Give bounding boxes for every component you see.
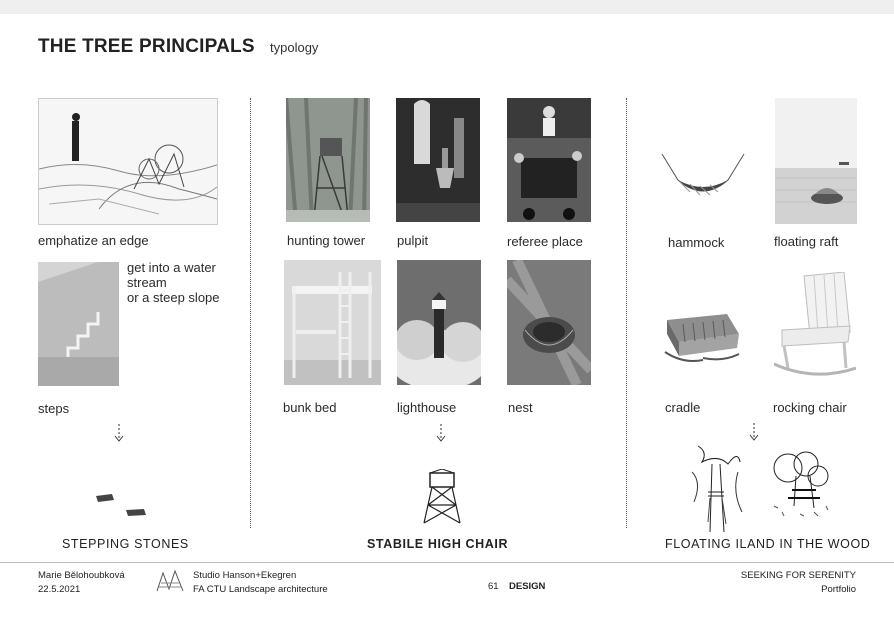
- portfolio-page: [0, 14, 894, 632]
- tree-sketch-icon: [688, 442, 746, 534]
- label-emphatize-edge: emphatize an edge: [38, 233, 149, 248]
- referee-place-image: [507, 98, 591, 222]
- label-nest: nest: [508, 400, 533, 415]
- cradle-image: [663, 300, 741, 370]
- label-bunk-bed: bunk bed: [283, 400, 337, 415]
- hammock-image: [660, 152, 746, 202]
- column-divider-right: [626, 98, 627, 528]
- label-pulpit: pulpit: [397, 233, 429, 248]
- footer-author: Marie Bělohoubková: [38, 570, 125, 581]
- label-hunting-tower: hunting tower: [287, 233, 366, 248]
- column-divider-left: [250, 98, 251, 528]
- footer-page-number: 61: [488, 581, 499, 592]
- pulpit-image: [396, 98, 480, 222]
- label-water-line-1: get into a water: [127, 260, 216, 275]
- edge-sketch-image: [38, 98, 218, 225]
- studio-logo-icon: [155, 569, 185, 593]
- label-floating-raft: floating raft: [774, 234, 839, 249]
- caption-stabile-high-chair: STABILE HIGH CHAIR: [367, 537, 509, 551]
- arrow-down-icon: [113, 424, 125, 444]
- footer-studio: Studio Hanson+Ekegren: [193, 570, 297, 581]
- stepping-stones-icon: [92, 490, 152, 520]
- caption-stepping-stones: STEPPING STONES: [62, 537, 189, 551]
- arrow-down-icon: [748, 423, 760, 443]
- nest-image: [507, 260, 591, 385]
- bunk-bed-image: [284, 260, 381, 385]
- rocking-chair-image: [774, 272, 856, 380]
- caption-floating-iland: FLOATING ILAND IN THE WOOD: [665, 537, 871, 551]
- label-rocking-chair: rocking chair: [773, 400, 847, 415]
- steps-image: [38, 262, 119, 386]
- label-water-line-3: or a steep slope: [127, 290, 220, 305]
- hunting-tower-image: [286, 98, 370, 222]
- footer-date: 22.5.2021: [38, 584, 81, 595]
- high-chair-tower-icon: [420, 469, 464, 525]
- label-lighthouse: lighthouse: [397, 400, 457, 415]
- tree-sketch-icon: [770, 446, 832, 526]
- label-referee-place: referee place: [507, 234, 583, 249]
- label-water-line-2: stream: [127, 275, 167, 290]
- page-subtitle: typology: [270, 40, 319, 55]
- lighthouse-image: [397, 260, 481, 385]
- floating-raft-image: [775, 98, 857, 224]
- footer-school: FA CTU Landscape architecture: [193, 584, 328, 595]
- footer-doc-type: Portfolio: [821, 584, 856, 595]
- label-cradle: cradle: [665, 400, 701, 415]
- footer-rule: [0, 562, 894, 563]
- page-title: THE TREE PRINCIPALS: [38, 36, 255, 57]
- footer-project: SEEKING FOR SERENITY: [740, 570, 856, 581]
- arrow-down-icon: [435, 424, 447, 444]
- footer-section: DESIGN: [509, 581, 546, 592]
- label-steps: steps: [38, 401, 70, 416]
- label-hammock: hammock: [668, 235, 725, 250]
